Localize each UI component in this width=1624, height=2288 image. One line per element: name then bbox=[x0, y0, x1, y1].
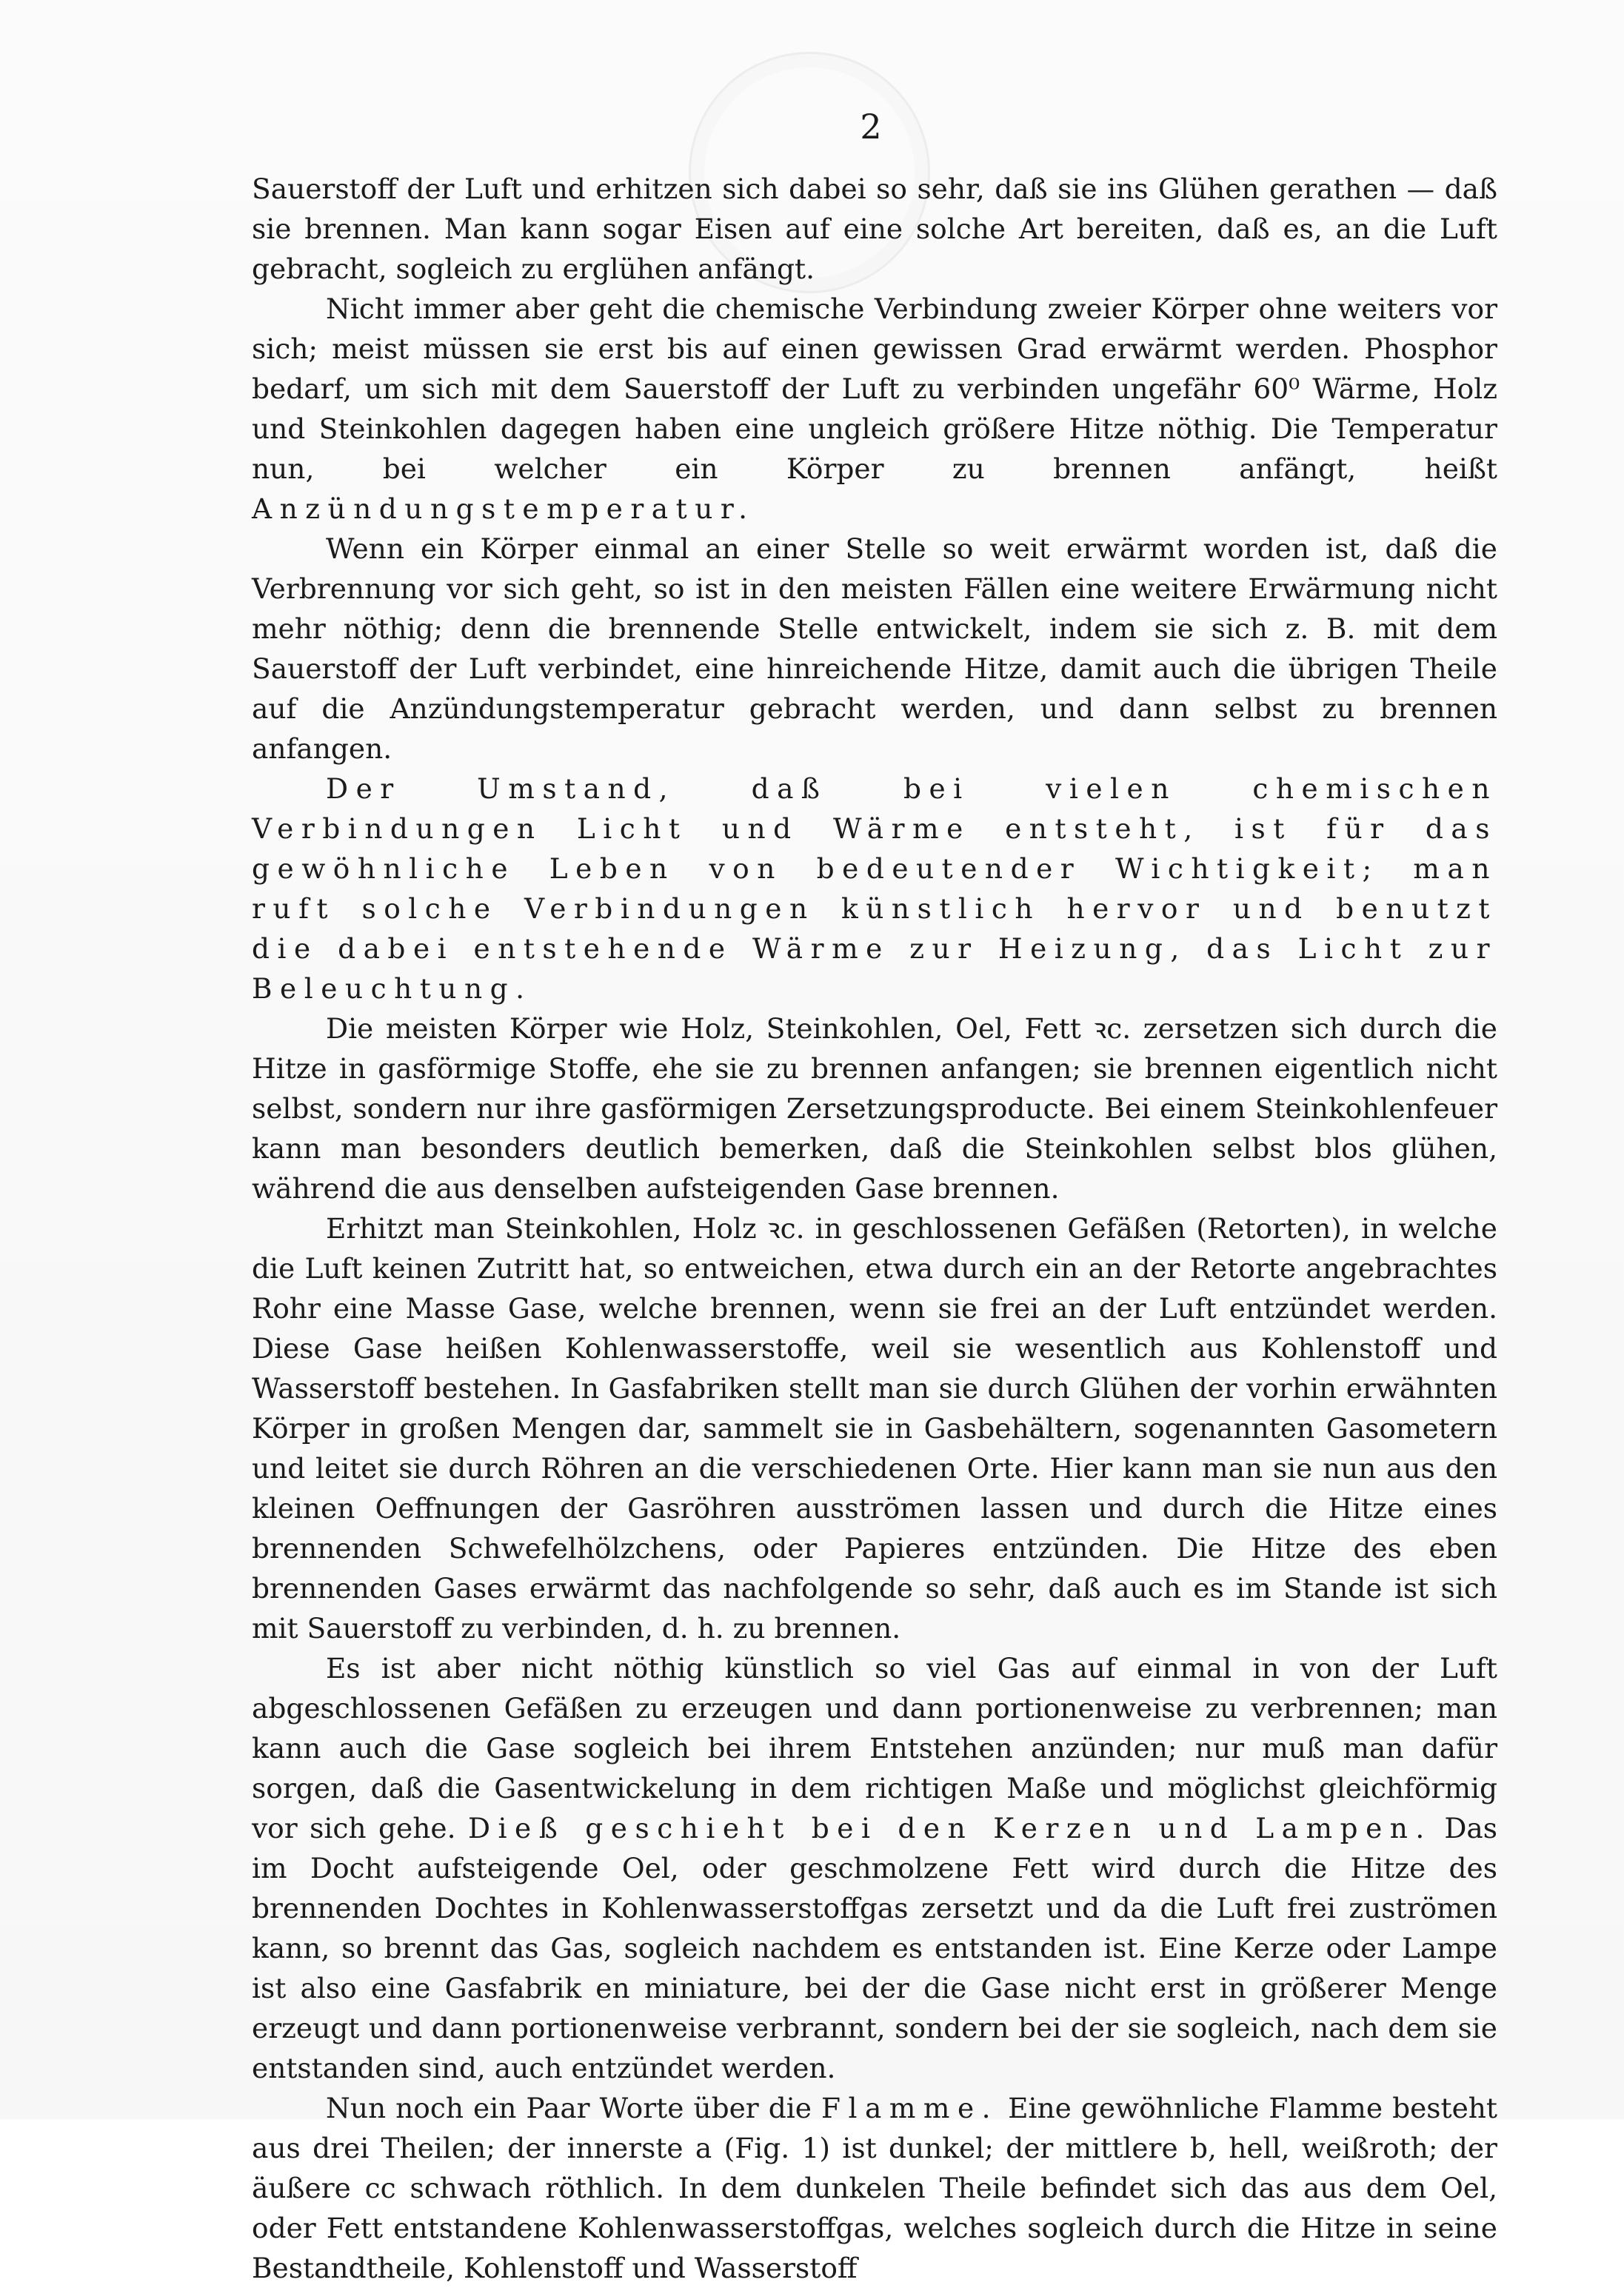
term-flamme: Flamme. bbox=[821, 2092, 999, 2124]
term-anzuendungstemperatur: Anzündungstemperatur. bbox=[252, 492, 755, 525]
paragraph-7-text-a: Es ist aber nicht nöthig künstlich so viel Gas auf einmal in von der Luft abgeschlossenen Gefäßen zu erzeugen und dann portionenweise zu verbrennen; man kann auch die Gase sogleich bei ihrem Entstehen anzünden; nur muß man dafür sorgen, daß die Gasentwickelung in dem richtigen Maße und möglichst gleichförmig vor sich gehe. bbox=[252, 1652, 1497, 1844]
paragraph-6 bbox=[252, 1208, 1497, 1648]
paragraph-5 bbox=[252, 1008, 1497, 1208]
paragraph-4-text-spaced: Der Umstand, daß bei vielen chemischen Verbindungen Licht und Wärme entsteht, ist für das gewöhnliche Leben von bedeutender Wichtigkeit; man ruft solche Verbindungen künstlich hervor und benutzt die dabei entstehende Wärme zur Heizung, das Licht zur Beleuchtung. bbox=[252, 772, 1497, 1005]
paragraph-1 bbox=[252, 169, 1497, 289]
paragraph-7 bbox=[252, 1648, 1497, 2088]
paragraph-5-text: Die meisten Körper wie Holz, Steinkohlen, Oel, Fett ꝛc. zersetzen sich durch die Hitze in gasförmige Stoffe, ehe sie zu brennen anfangen; sie brennen eigentlich nicht selbst, sondern nur ihre gasförmigen Zersetzungsproducte. Bei einem Steinkohlenfeuer kann man besonders deutlich bemerken, daß die Steinkohlen selbst blos glühen, während die aus denselben aufsteigenden Gase brennen. bbox=[252, 1012, 1497, 1205]
paragraph-7-text-b: Das im Docht aufsteigende Oel, oder geschmolzene Fett wird durch die Hitze des brennenden Dochtes in Kohlenwasserstoffgas zersetzt und da die Luft frei zuströmen kann, so brennt das Gas, sogleich nachdem es entstanden ist. Eine Kerze oder Lampe ist also eine Gasfabrik en miniature, bei der die Gase nicht erst in größerer Menge erzeugt und dann portionenweise verbrannt, sondern bei der sie sogleich, nach dem sie entstanden sind, auch entzündet werden. bbox=[252, 1812, 1497, 2084]
paragraph-4 bbox=[252, 769, 1497, 1008]
paragraph-8-text-b: Eine gewöhnliche Flamme besteht aus drei Theilen; der innerste a (Fig. 1) ist dunkel; der mittlere b, hell, weißroth; der äußere cc schwach röthlich. In dem dunkelen Theile befindet sich das aus dem Oel, oder Fett entstandene Kohlenwasserstoffgas, welches sogleich durch die Hitze in seine Bestandtheile, Kohlenstoff und Wasserstoff bbox=[252, 2092, 1497, 2284]
paragraph-2-text: Nicht immer aber geht die chemische Verbindung zweier Körper ohne weiters vor sich; meist müssen sie erst bis auf einen gewissen Grad erwärmt werden. Phosphor bedarf, um sich mit dem Sauerstoff der Luft zu verbinden ungefähr 60⁰ Wärme, Holz und Steinkohlen dagegen haben eine ungleich größere Hitze nöthig. Die Temperatur nun, bei welcher ein Körper zu brennen anfängt, heißt bbox=[252, 292, 1497, 485]
paragraph-8-text-a: Nun noch ein Paar Worte über die bbox=[326, 2092, 821, 2124]
paragraph-3-text: Wenn ein Körper einmal an einer Stelle so weit erwärmt worden ist, daß die Verbrennung vor sich geht, so ist in den meisten Fällen eine weitere Erwärmung nicht mehr nöthig; denn die brennende Stelle entwickelt, indem sie sich z. B. mit dem Sauerstoff der Luft verbindet, eine hinreichende Hitze, damit auch die übrigen Theile auf die Anzündungstemperatur gebracht werden, und dann selbst zu brennen anfangen. bbox=[252, 532, 1497, 765]
page-number: 2 bbox=[860, 107, 882, 147]
paragraph-1-text: Sauerstoff der Luft und erhitzen sich dabei so sehr, daß sie ins Glühen gerathen — daß sie brennen. Man kann sogar Eisen auf eine solche Art bereiten, daß es, an die Luft gebracht, sogleich zu erglühen anfängt. bbox=[252, 173, 1497, 285]
body-text bbox=[252, 169, 1497, 2288]
paragraph-6-text: Erhitzt man Steinkohlen, Holz ꝛc. in geschlossenen Gefäßen (Retorten), in welche die Luft keinen Zutritt hat, so entweichen, etwa durch ein an der Retorte angebrachtes Rohr eine Masse Gase, welche brennen, wenn sie frei an der Luft entzündet werden. Diese Gase heißen Kohlenwasserstoffe, weil sie wesentlich aus Kohlenstoff und Wasserstoff bestehen. In Gasfabriken stellt man sie durch Glühen der vorhin erwähnten Körper in großen Mengen dar, sammelt sie in Gasbehältern, sogenannten Gasometern und leitet sie durch Röhren an die verschiedenen Orte. Hier kann man sie nun aus den kleinen Oeffnungen der Gasröhren ausströmen lassen und durch die Hitze eines brennenden Schwefelhölzchens, oder Papieres entzünden. Die Hitze des eben brennenden Gases erwärmt das nachfolgende so sehr, daß auch es im Stande ist sich mit Sauerstoff zu verbinden, d. h. zu brennen. bbox=[252, 1212, 1497, 1645]
paragraph-3 bbox=[252, 529, 1497, 769]
paragraph-2 bbox=[252, 289, 1497, 529]
paragraph-8 bbox=[252, 2088, 1497, 2288]
term-kerzen-lampen: Dieß geschieht bei den Kerzen und Lampen. bbox=[467, 1812, 1432, 1844]
